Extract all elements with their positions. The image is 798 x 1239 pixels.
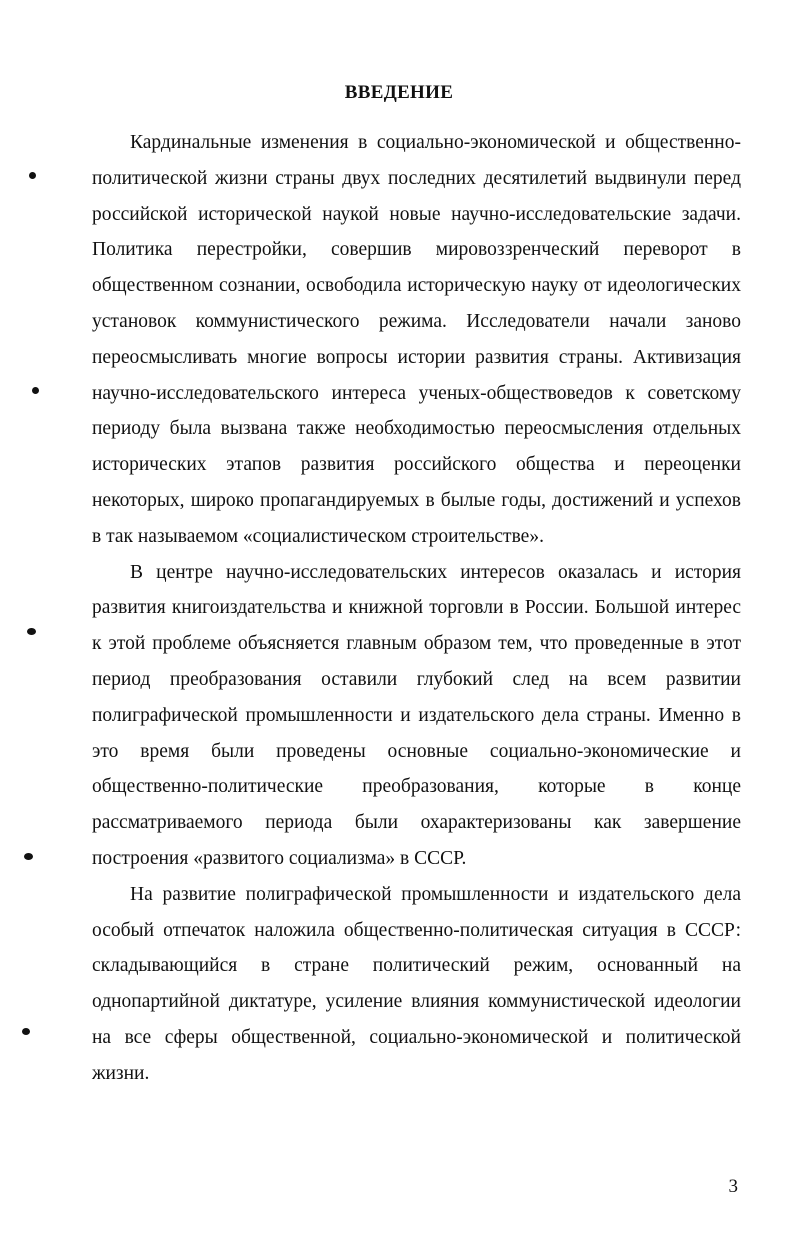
page-number: 3 xyxy=(728,1176,738,1197)
margin-bullet-mark xyxy=(22,1028,30,1035)
margin-bullet-mark xyxy=(27,628,36,635)
margin-bullet-mark xyxy=(24,853,33,860)
margin-bullet-mark xyxy=(32,387,39,394)
paragraph: На развитие полиграфической промышленности и издательского дела особый отпечаток наложила общественно-политическая ситуация в СССР: складывающийся в стране политический режим, основанный на однопартийной диктатуре, усиление влияния коммунистической идеологии на все сферы общественной, социально-экономической и политической жизни. xyxy=(92,883,741,1084)
paragraph: В центре научно-исследовательских интересов оказалась и история развития книгоиздательства и книжной торговли в России. Большой интерес к этой проблеме объясняется главным образом тем, что проведенные в этот период преобразования оставили глубокий след на всем развитии полиграфической промышленности и издательского дела страны. Именно в это время были проведены основные социально-экономические и общественно-политические преобразования, которые в конце рассматриваемого периода были охарактеризованы как завершение построения «развитого социализма» в СССР. xyxy=(92,561,741,869)
paragraph: Кардинальные изменения в социально-экономической и общественно-политической жизни страны двух последних десятилетий выдвинули перед российской исторической наукой новые научно-исследовательские задачи. Политика перестройки, совершив мировоззренческий переворот в общественном сознании, освободила историческую науку от идеологических установок коммунистического режима. Исследователи начали заново переосмысливать многие вопросы истории развития страны. Активизация научно-исследовательского интереса ученых-обществоведов к советскому периоду была вызвана также необходимостью переосмысления отдельных исторических этапов развития российского общества и переоценки некоторых, широко пропагандируемых в былые годы, достижений и успехов в так называемом «социалистическом строительстве». xyxy=(92,132,741,547)
section-title: ВВЕДЕНИЕ xyxy=(344,82,454,103)
margin-bullet-mark xyxy=(29,172,36,179)
body-text xyxy=(92,125,741,1092)
